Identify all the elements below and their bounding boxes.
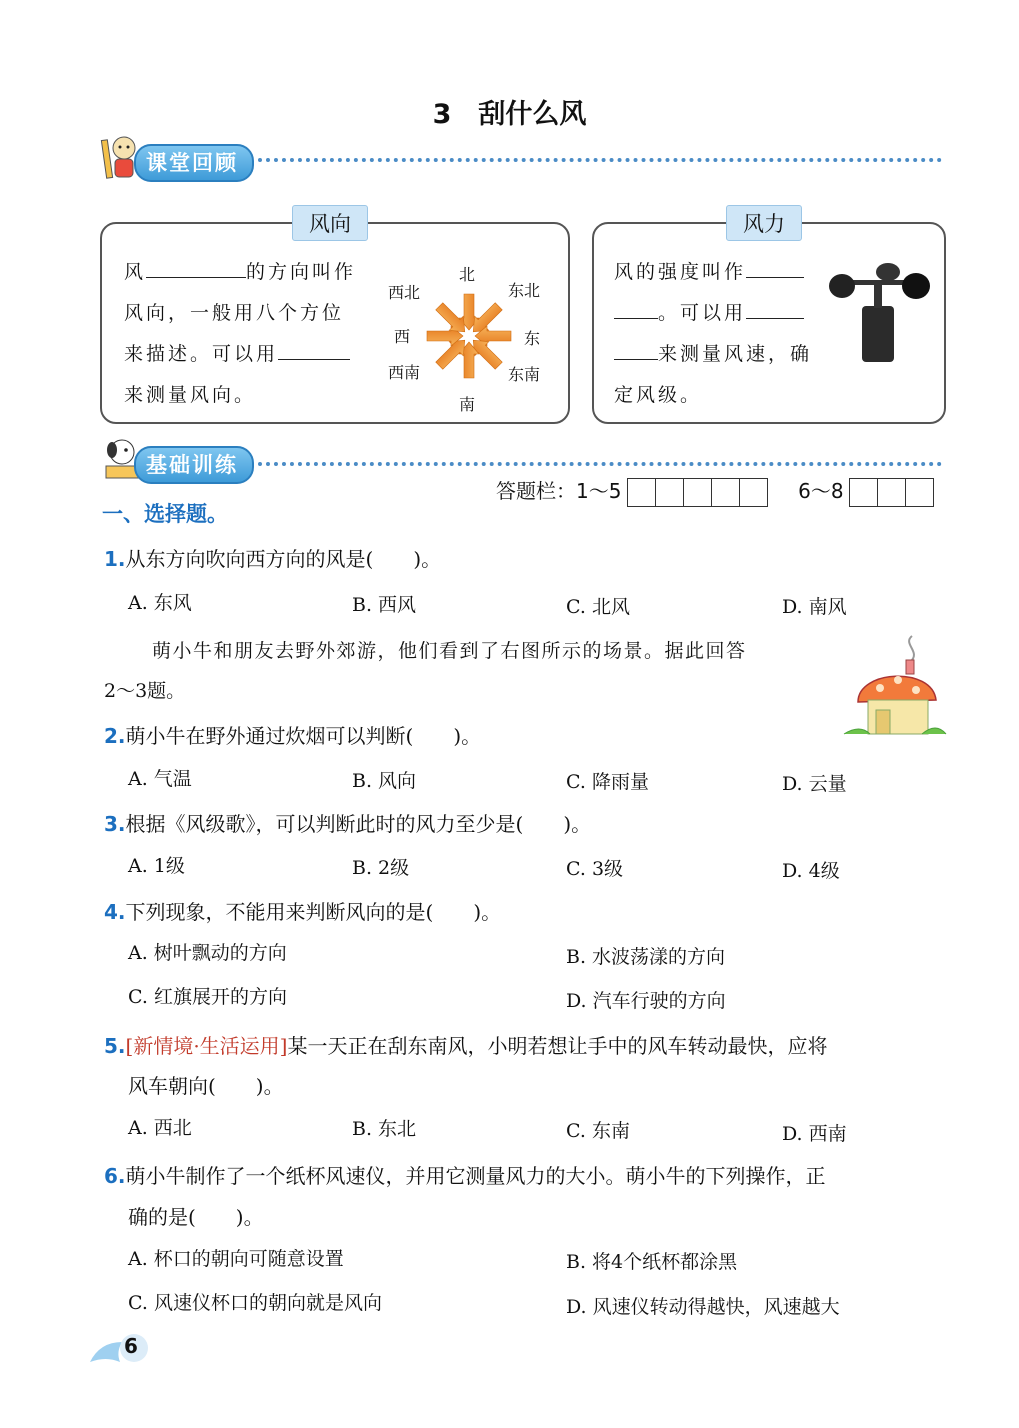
page-title: 3 刮什么风 (432, 99, 587, 130)
section-banner-training: 基础训练 (134, 446, 254, 484)
compass-northwest: 西北 (388, 283, 421, 302)
compass-west: 西 (394, 327, 411, 346)
wind-direction-tag: 风向 (292, 205, 368, 241)
answer-blank[interactable] (614, 340, 658, 360)
section-banner-review: 课堂回顾 (134, 144, 254, 182)
question-6: 6.萌小牛制作了一个纸杯风速仪，并用它测量风力的大小。萌小牛的下列操作，正 (104, 1164, 826, 1188)
question-4: 4.下列现象，不能用来判断风向的是( )。 (104, 900, 502, 924)
compass-southwest: 西南 (388, 363, 421, 382)
compass-southeast: 东南 (508, 365, 541, 384)
page-number: 6 (124, 1334, 138, 1358)
answer-cell[interactable] (711, 478, 740, 507)
answer-cell[interactable] (849, 478, 878, 507)
scenario-text-2: 2～3题。 (104, 680, 186, 702)
q4-option-c[interactable]: C. 红旗展开的方向 (128, 986, 287, 1008)
q2-option-a[interactable]: A. 气温 (128, 768, 192, 790)
q6-option-c[interactable]: C. 风速仪杯口的朝向就是风向 (128, 1292, 382, 1314)
compass-north: 北 (459, 265, 476, 284)
wind-force-text: 风的强度叫作 。可以用 来测量风速，确 定风级。 (614, 252, 830, 416)
q1-option-a[interactable]: A. 东风 (128, 592, 192, 614)
dotted-divider (258, 462, 942, 466)
q6-option-b[interactable]: B. 将4个纸杯都涂黑 (566, 1251, 738, 1273)
answer-bar: 答题栏：1～5 6～8 (496, 475, 934, 507)
answer-cell[interactable] (877, 478, 906, 507)
answer-cell[interactable] (627, 478, 656, 507)
answer-cell[interactable] (655, 478, 684, 507)
q3-option-a[interactable]: A. 1级 (128, 855, 185, 877)
dotted-divider (258, 158, 942, 162)
answer-blank[interactable] (614, 299, 658, 319)
mushroom-house-icon (840, 630, 950, 746)
dolphin-icon (86, 1332, 152, 1366)
question-5-cont: 风车朝向( )。 (128, 1074, 284, 1098)
q3-option-b[interactable]: B. 2级 (352, 857, 410, 879)
q5-option-d[interactable]: D. 西南 (782, 1123, 847, 1145)
compass-south: 南 (459, 395, 476, 414)
q5-option-b[interactable]: B. 东北 (352, 1118, 417, 1140)
q2-option-d[interactable]: D. 云量 (782, 773, 847, 795)
answer-cell[interactable] (739, 478, 768, 507)
answer-blank[interactable] (746, 299, 804, 319)
q1-option-b[interactable]: B. 西风 (352, 594, 417, 616)
q3-option-d[interactable]: D. 4级 (782, 860, 840, 882)
question-5: 5.[新情境·生活运用]某一天正在刮东南风，小明若想让手中的风车转动最快，应将 (104, 1034, 828, 1058)
compass-rose (384, 258, 554, 414)
q4-option-b[interactable]: B. 水波荡漾的方向 (566, 946, 726, 968)
answer-cell[interactable] (905, 478, 934, 507)
question-2: 2.萌小牛在野外通过炊烟可以判断( )。 (104, 724, 482, 748)
compass-northeast: 东北 (508, 281, 541, 300)
question-6-cont: 确的是( )。 (128, 1205, 264, 1229)
q5-option-c[interactable]: C. 东南 (566, 1120, 630, 1142)
anemometer-icon (826, 258, 936, 368)
q2-option-c[interactable]: C. 降雨量 (566, 771, 649, 793)
q6-option-d[interactable]: D. 风速仪转动得越快，风速越大 (566, 1296, 840, 1318)
q5-option-a[interactable]: A. 西北 (128, 1117, 192, 1139)
answer-blank[interactable] (746, 258, 804, 278)
question-1: 1.从东方向吹向西方向的风是( )。 (104, 547, 442, 571)
q2-option-b[interactable]: B. 风向 (352, 770, 417, 792)
answer-blank[interactable] (278, 340, 350, 360)
scenario-text-1: 萌小牛和朋友去野外郊游，他们看到了右图所示的场景。据此回答 (152, 640, 747, 662)
q1-option-c[interactable]: C. 北风 (566, 596, 630, 618)
answer-blank[interactable] (146, 258, 246, 278)
q6-option-a[interactable]: A. 杯口的朝向可随意设置 (128, 1248, 344, 1270)
question-tag: [新情境·生活运用] (125, 1034, 288, 1058)
wind-direction-text: 风 的方向叫作 风向，一般用八个方位 来描述。可以用 来测量风向。 (124, 252, 374, 416)
q3-option-c[interactable]: C. 3级 (566, 858, 624, 880)
wind-force-tag: 风力 (726, 205, 802, 241)
compass-east: 东 (524, 329, 541, 348)
q4-option-d[interactable]: D. 汽车行驶的方向 (566, 990, 726, 1012)
part-heading: 一、选择题。 (102, 502, 228, 526)
q1-option-d[interactable]: D. 南风 (782, 596, 847, 618)
answer-cell[interactable] (683, 478, 712, 507)
question-3: 3.根据《风级歌》，可以判断此时的风力至少是( )。 (104, 812, 592, 836)
q4-option-a[interactable]: A. 树叶飘动的方向 (128, 942, 287, 964)
